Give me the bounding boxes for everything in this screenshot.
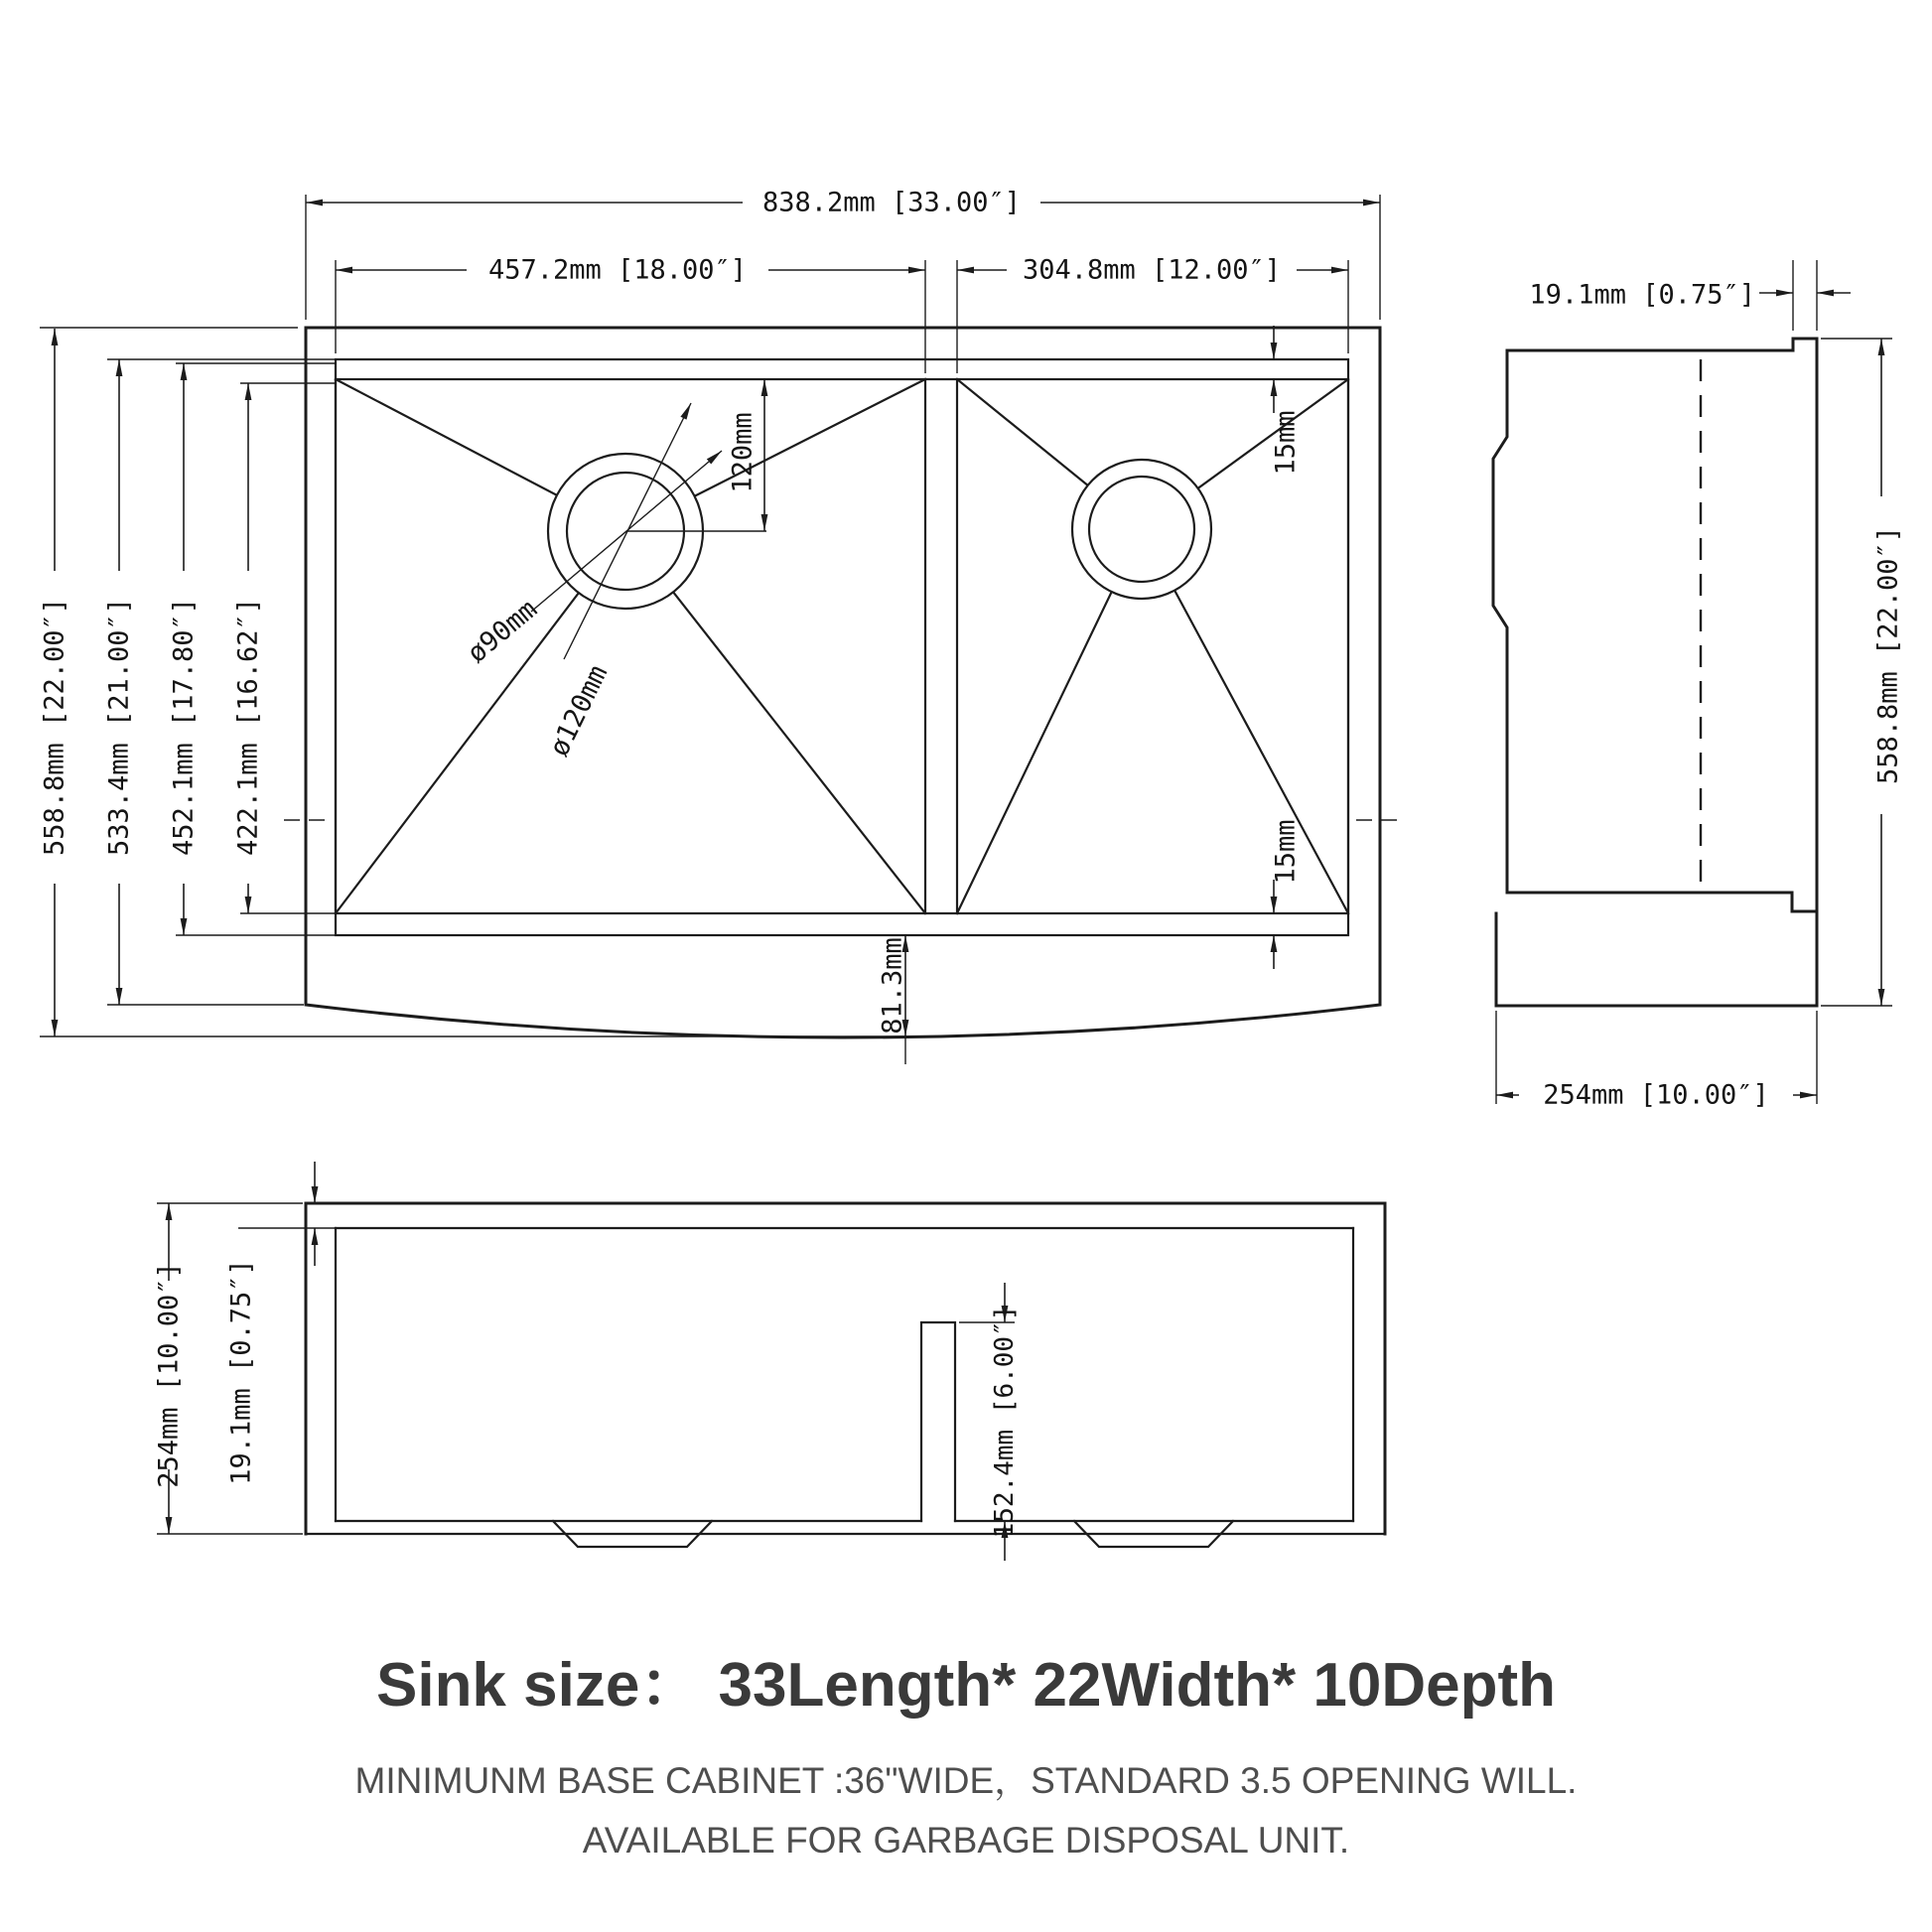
front-view (154, 1162, 1386, 1561)
plan-divider (925, 379, 957, 913)
dim-overall-width-label: 838.2mm [33.00″] (761, 187, 1022, 218)
dim-front-height-label: 254mm [10.00″] (153, 1262, 185, 1488)
caption-block (355, 1651, 1578, 1861)
right-drain-inner-circle (1089, 477, 1194, 582)
dim-side-rim-thickness-label: 19.1mm [0.75″] (1529, 279, 1755, 311)
dim-left-bowl-width-label: 457.2mm [18.00″] (487, 254, 748, 286)
dim-divider-gap (959, 1283, 1020, 1561)
dim-side-depth (1821, 339, 1904, 1006)
side-body-bottom (1507, 893, 1817, 911)
dim-flat-depth-label: 533.4mm [21.00″] (103, 597, 135, 857)
dim-flat-depth (104, 359, 337, 1005)
dim-right-bowl-width (957, 255, 1348, 374)
front-inner-sides (336, 1228, 1353, 1521)
front-divider-slot (921, 1322, 955, 1521)
side-right-bottom-edge (1496, 339, 1817, 1006)
dim-overall-depth-plan-label: 558.8mm [22.00″] (39, 597, 70, 857)
dim-top-inset-label: 15mm (1270, 410, 1302, 476)
dim-opening-depth-label: 452.1mm [17.80″] (168, 597, 200, 857)
dim-overall-width (306, 188, 1380, 321)
dim-bowl-depth (233, 383, 337, 913)
dim-bottom-inset-label: 15mm (1270, 819, 1302, 885)
plan-outer-outline (306, 328, 1380, 1037)
front-outer-sides (306, 1203, 1385, 1534)
caption-note-1: MINIMUNM BASE CABINET :36"WIDE，STANDARD 3.5 OPENING WILL. (354, 1760, 1578, 1801)
dim-drain-inner-dia-label: ø90mm (461, 594, 544, 669)
dim-side-height (1496, 1011, 1817, 1111)
side-top-edge (1507, 339, 1817, 350)
dim-bottom-inset (1271, 819, 1302, 969)
dim-apron-drop (878, 935, 908, 1064)
dim-side-depth-label: 558.8mm [22.00″] (1872, 525, 1904, 785)
side-apron-profile (1493, 350, 1507, 893)
side-view (1493, 260, 1904, 1111)
dim-front-rim-thickness-label: 19.1mm [0.75″] (225, 1259, 257, 1485)
dim-top-inset (1271, 326, 1302, 476)
caption-note-2: AVAILABLE FOR GARBAGE DISPOSAL UNIT. (582, 1820, 1350, 1861)
dim-left-bowl-width (336, 255, 925, 374)
plan-view (40, 188, 1403, 1065)
dim-right-bowl-width-label: 304.8mm [12.00″] (1022, 254, 1282, 286)
caption-title: Sink size： 33Length* 22Width* 10Depth (375, 1651, 1557, 1720)
dim-drain-offset-label: 120mm (727, 412, 759, 493)
dim-side-rim-thickness (1529, 260, 1851, 331)
dim-apron-drop-label: 81.3mm (877, 937, 908, 1035)
dim-drain-outer-dia-label: ø120mm (543, 660, 615, 761)
dim-side-height-label: 254mm [10.00″] (1543, 1079, 1769, 1111)
dim-divider-gap-label: 152.4mm [6.00″] (990, 1305, 1020, 1539)
dim-bowl-depth-label: 422.1mm [16.62″] (232, 597, 264, 857)
dim-front-rim-thickness (226, 1162, 337, 1485)
